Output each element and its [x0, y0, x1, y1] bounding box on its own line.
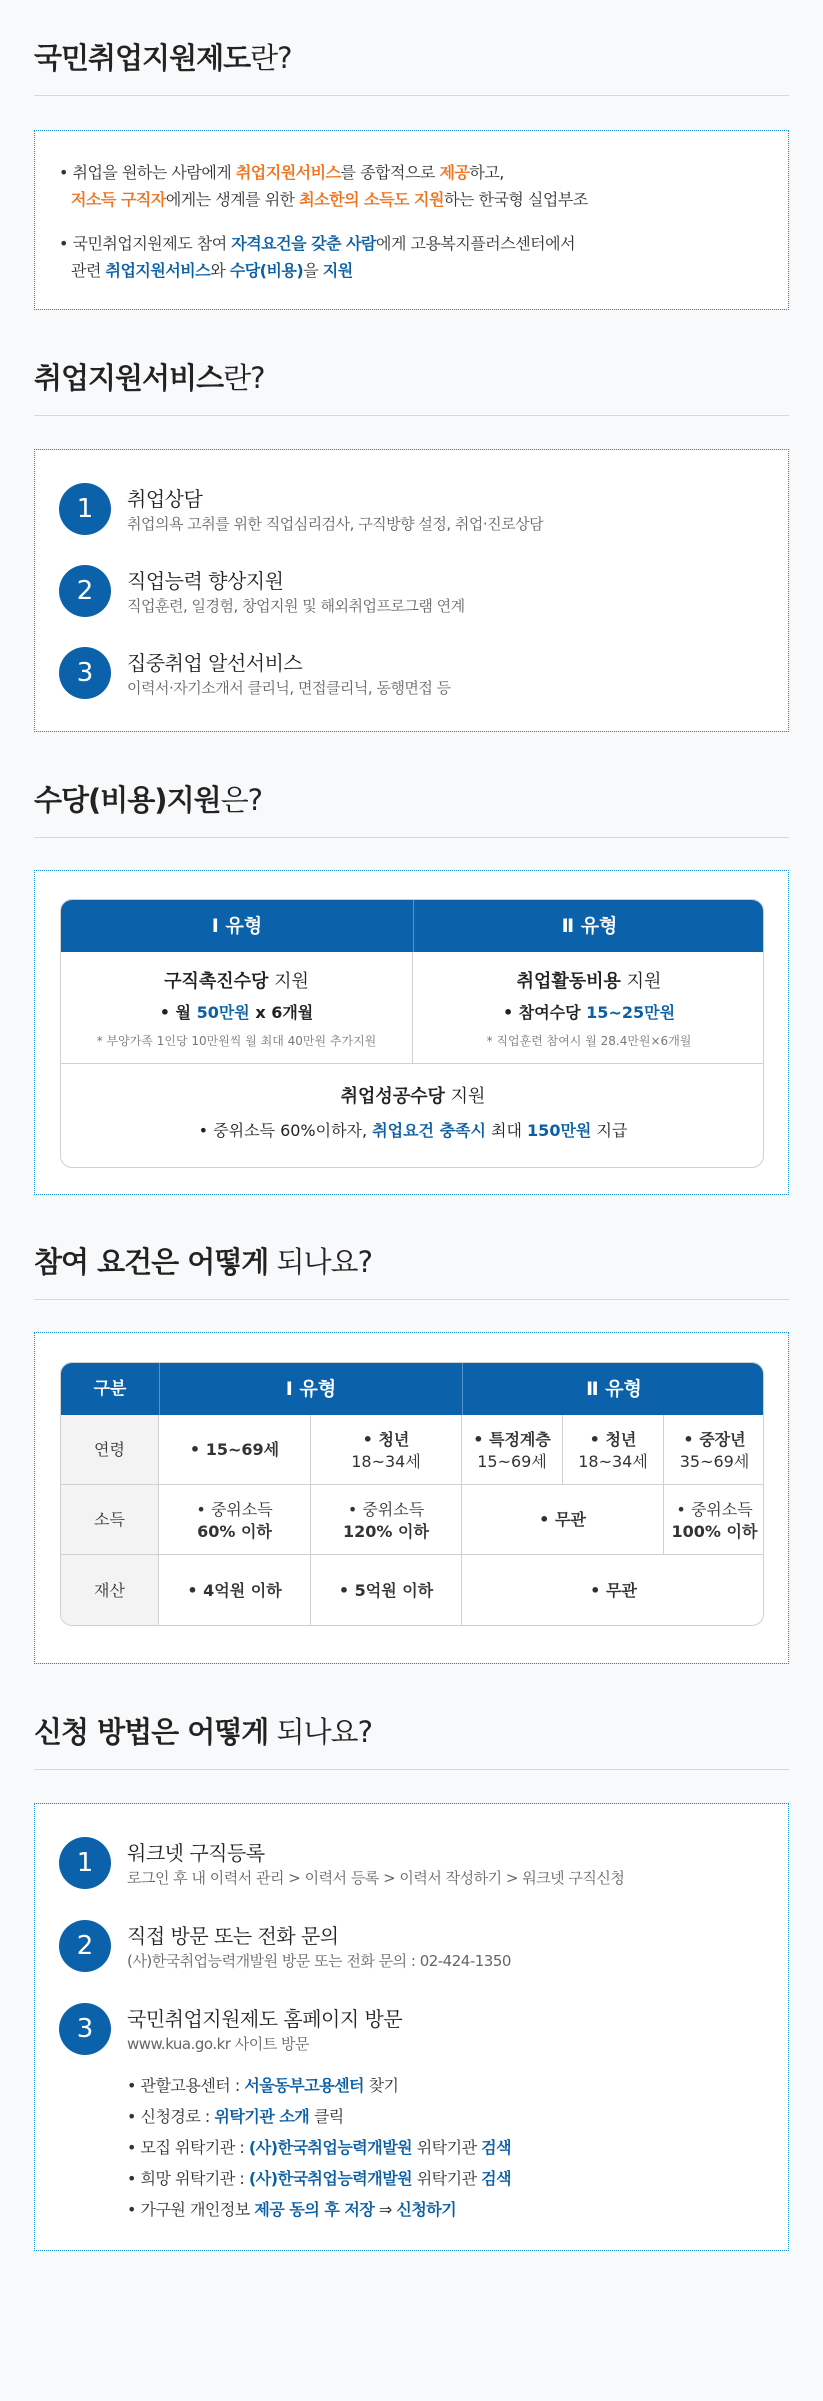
apply-sub-item-recruit: • 모집 위탁기관 : (사)한국취업능력개발원 위탁기관 검색	[127, 2138, 512, 2157]
req-income-type1-general: • 중위소득 60% 이하	[159, 1485, 311, 1555]
intro-bullet-2-cont: 관련 취업지원서비스와 수당(비용)을 지원	[71, 261, 353, 280]
step-desc: 로그인 후 내 이력서 관리 > 이력서 등록 > 이력서 작성하기 > 워크넷 구직신청	[127, 1869, 625, 1887]
req-row-age-label: 연령	[61, 1415, 159, 1485]
allowance-header-type2: Ⅱ 유형	[413, 900, 764, 952]
step-desc: www.kua.go.kr 사이트 방문	[127, 2035, 309, 2053]
section-title-requirements: 참여 요건은 어떻게 되나요?	[34, 1240, 789, 1300]
step-number: 3	[59, 2003, 111, 2055]
req-age-type1-youth: • 청년 18~34세	[311, 1415, 462, 1485]
requirements-box	[34, 1332, 789, 1664]
step-title: 국민취업지원제도 홈페이지 방문	[127, 2007, 403, 2031]
req-row-asset-label: 재산	[61, 1555, 159, 1626]
step-number: 1	[59, 483, 111, 535]
req-asset-type1-youth: • 5억원 이하	[311, 1555, 462, 1626]
allowance-amount: • 월 50만원 x 6개월	[159, 1003, 314, 1022]
step-title: 취업상담	[127, 487, 203, 511]
allowance-cell-type1	[61, 952, 413, 1064]
req-header-gubun: 구분	[61, 1363, 159, 1415]
allowance-amount: • 중위소득 60%이하자, 취업요건 충족시 최대 150만원 지급	[198, 1121, 628, 1140]
req-asset-type1-general: • 4억원 이하	[159, 1555, 311, 1626]
allowance-title: 취업성공수당 지원	[340, 1086, 486, 1107]
allowance-cell-type2	[413, 952, 764, 1064]
step-desc: 직업훈련, 일경험, 창업지원 및 해외취업프로그램 연계	[127, 597, 465, 615]
req-asset-type2-any: • 무관	[590, 1581, 637, 1600]
req-row-income-label: 소득	[61, 1485, 159, 1555]
apply-sub-list	[127, 2070, 511, 2225]
apply-sub-item-center: • 관할고용센터 : 서울동부고용센터 찾기	[127, 2076, 399, 2095]
section-title-program: 국민취업지원제도란?	[34, 36, 789, 96]
section-title-apply: 신청 방법은 어떻게 되나요?	[34, 1710, 789, 1770]
step-number: 1	[59, 1837, 111, 1889]
req-age-type1-general: • 15~69세	[159, 1415, 311, 1485]
allowance-note: * 직업훈련 참여시 월 28.4만원×6개월	[486, 1034, 692, 1048]
step-title: 워크넷 구직등록	[127, 1841, 265, 1865]
allowance-title: 구직촉진수당 지원	[164, 971, 309, 992]
req-header-type1: Ⅰ 유형	[159, 1363, 462, 1415]
step-title: 집중취업 알선서비스	[127, 651, 303, 675]
req-header-type2: Ⅱ 유형	[462, 1363, 764, 1415]
req-age-type2-youth: • 청년 18~34세	[563, 1415, 664, 1485]
apply-sub-item-preferred: • 희망 위탁기관 : (사)한국취업능력개발원 위탁기관 검색	[127, 2169, 512, 2188]
step-number: 3	[59, 647, 111, 699]
step-desc: 취업의욕 고취를 위한 직업심리검사, 구직방향 설정, 취업·진로상담	[127, 515, 544, 533]
intro-bullet-1-cont: 저소득 구직자에게는 생계를 위한 최소한의 소득도 지원하는 한국형 실업부조	[71, 190, 588, 209]
requirements-table	[60, 1362, 764, 1626]
req-income-type2-any: • 무관	[462, 1485, 664, 1555]
program-intro-box	[34, 130, 789, 310]
step-number: 2	[59, 1920, 111, 1972]
intro-bullet-2: • 국민취업지원제도 참여 자격요건을 갖춘 사람에게 고용복지플러스센터에서	[59, 234, 576, 253]
intro-bullet-1: • 취업을 원하는 사람에게 취업지원서비스를 종합적으로 제공하고,	[59, 163, 504, 182]
allowance-header-type1: Ⅰ 유형	[61, 900, 413, 952]
apply-sub-item-consent: • 가구원 개인정보 제공 동의 후 저장 ⇒ 신청하기	[127, 2200, 457, 2219]
allowance-table	[60, 899, 764, 1168]
req-age-type2-special: • 특정계층 15~69세	[462, 1415, 563, 1485]
allowance-cell-success	[61, 1064, 764, 1168]
req-income-type1-youth: • 중위소득 120% 이하	[311, 1485, 462, 1555]
apply-box	[34, 1803, 789, 2251]
step-desc: (사)한국취업능력개발원 방문 또는 전화 문의 : 02-424-1350	[127, 1952, 511, 1970]
step-title: 직업능력 향상지원	[127, 569, 284, 593]
step-desc: 이력서·자기소개서 클리닉, 면접클리닉, 동행면접 등	[127, 679, 451, 697]
section-title-allowance: 수당(비용)지원은?	[34, 778, 789, 838]
services-box	[34, 449, 789, 732]
allowance-note: * 부양가족 1인당 10만원씩 월 최대 40만원 추가지원	[96, 1034, 377, 1048]
allowance-box	[34, 870, 789, 1195]
req-income-type2-middle: • 중위소득 100% 이하	[664, 1485, 764, 1555]
req-age-type2-middle: • 중장년 35~69세	[664, 1415, 764, 1485]
apply-sub-item-path: • 신청경로 : 위탁기관 소개 클릭	[127, 2107, 344, 2126]
step-number: 2	[59, 565, 111, 617]
step-title: 직접 방문 또는 전화 문의	[127, 1924, 339, 1948]
section-title-services: 취업지원서비스란?	[34, 356, 789, 416]
allowance-amount: • 참여수당 15~25만원	[502, 1003, 676, 1022]
allowance-title: 취업활동비용 지원	[516, 971, 662, 992]
